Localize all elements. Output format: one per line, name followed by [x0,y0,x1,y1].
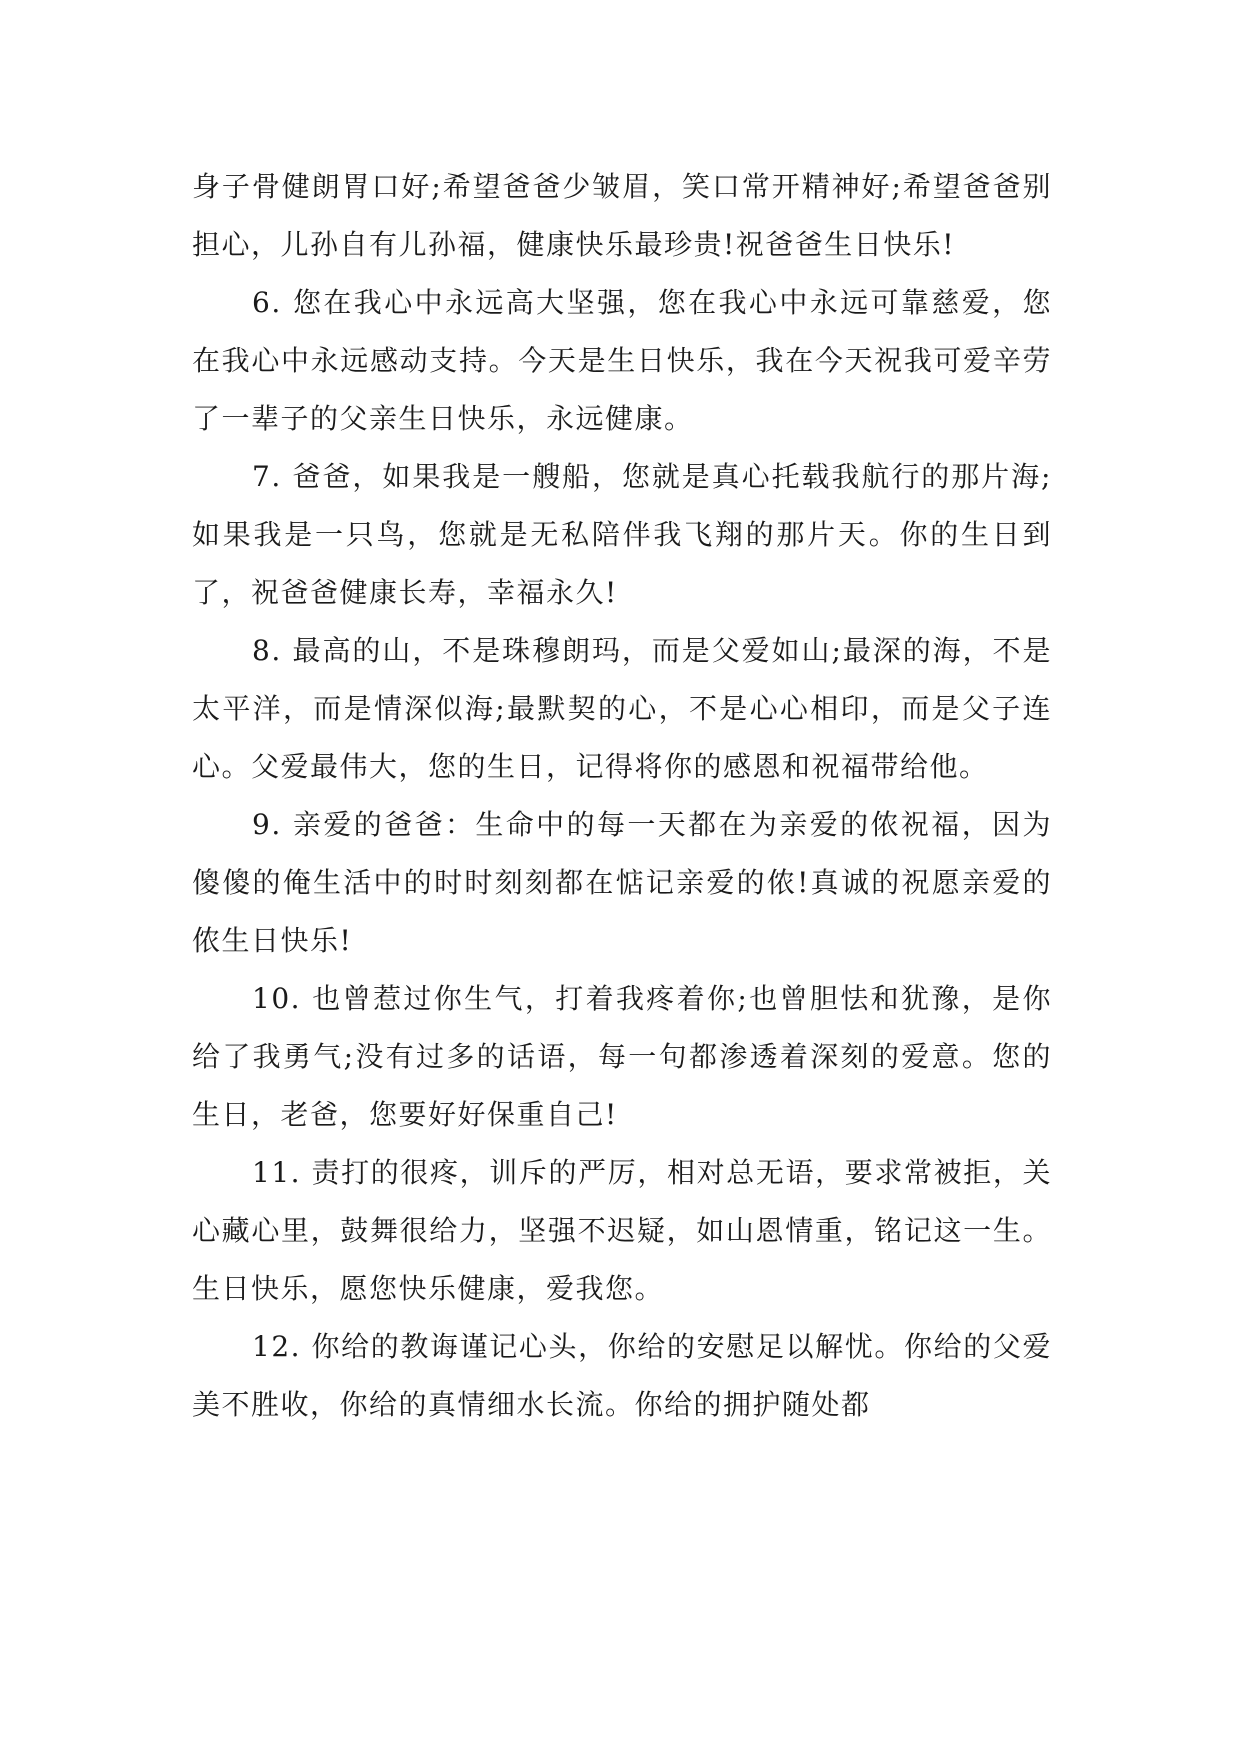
paragraph-item-10: 10. 也曾惹过你生气，打着我疼着你;也曾胆怯和犹豫，是你给了我勇气;没有过多的话语，每一句都渗透着深刻的爱意。您的生日，老爸，您要好好保重自己! [192,982,1052,1131]
paragraph-item-7: 7. 爸爸，如果我是一艘船，您就是真心托载我航行的那片海;如果我是一只鸟，您就是无私陪伴我飞翔的那片天。你的生日到了，祝爸爸健康长寿，幸福永久! [192,460,1052,609]
document-body [192,158,1052,1434]
paragraph-item-11: 11. 责打的很疼，训斥的严厉，相对总无语，要求常被拒，关心藏心里，鼓舞很给力，坚强不迟疑，如山恩情重，铭记这一生。生日快乐，愿您快乐健康，爱我您。 [192,1156,1052,1305]
paragraph-continued: 身子骨健朗胃口好;希望爸爸少皱眉，笑口常开精神好;希望爸爸别担心，儿孙自有儿孙福，健康快乐最珍贵!祝爸爸生日快乐! [192,170,1052,261]
paragraph-item-9: 9. 亲爱的爸爸：生命中的每一天都在为亲爱的侬祝福，因为傻傻的俺生活中的时时刻刻都在惦记亲爱的侬!真诚的祝愿亲爱的侬生日快乐! [192,808,1052,957]
paragraph-item-8: 8. 最高的山，不是珠穆朗玛，而是父爱如山;最深的海，不是太平洋，而是情深似海;最默契的心，不是心心相印，而是父子连心。父爱最伟大，您的生日，记得将你的感恩和祝福带给他。 [192,634,1052,783]
paragraph-item-6: 6. 您在我心中永远高大坚强，您在我心中永远可靠慈爱，您在我心中永远感动支持。今天是生日快乐，我在今天祝我可爱辛劳了一辈子的父亲生日快乐，永远健康。 [192,286,1052,435]
paragraph-item-12: 12. 你给的教诲谨记心头，你给的安慰足以解忧。你给的父爱美不胜收，你给的真情细水长流。你给的拥护随处都 [192,1330,1052,1421]
